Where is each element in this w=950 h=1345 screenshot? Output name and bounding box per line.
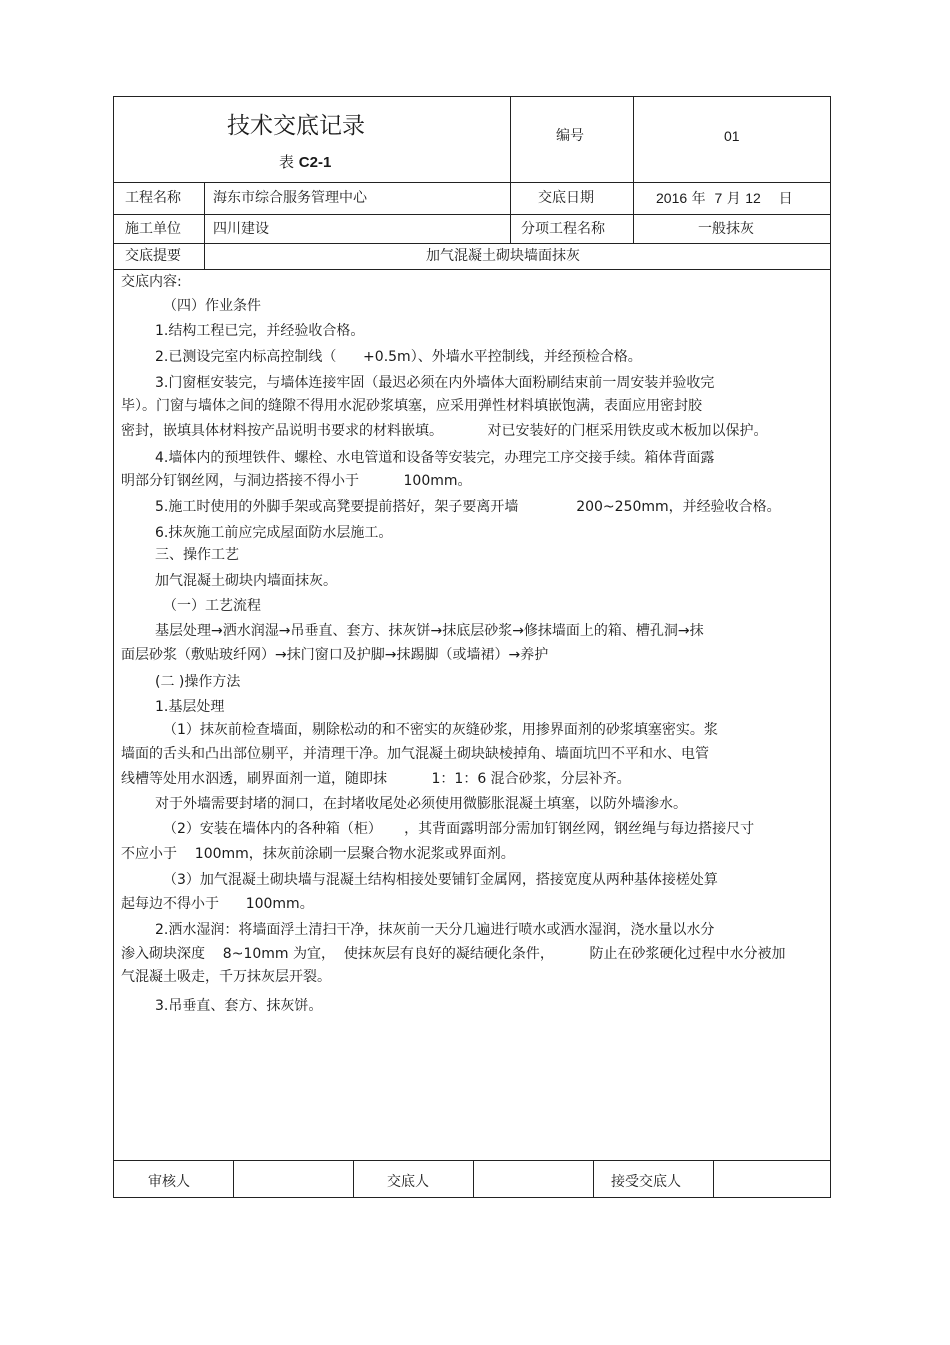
- content-line: （1）抹灰前检查墙面，剔除松动的和不密实的灰缝砂浆，用掺界面剂的砂浆填塞密实。浆: [163, 722, 718, 738]
- col-divider: [204, 182, 205, 270]
- content-line: 基层处理→洒水润湿→吊垂直、套方、抹灰饼→抹底层砂浆→修抹墙面上的箱、槽孔洞→抹: [155, 623, 704, 639]
- date-year-unit: 年: [691, 191, 706, 207]
- content-line: 密封，嵌填具体材料按产品说明书要求的材料嵌填。 对已安装好的门框采用铁皮或木板加以保护。: [121, 423, 768, 439]
- content-line: 渗入砌块深度 8~10mm 为宜， 使抹灰层有良好的凝结硬化条件， 防止在砂浆硬化过程中水分被加: [121, 946, 786, 962]
- col-divider: [233, 1160, 234, 1198]
- content-line: 起每边不得小于 100mm。: [121, 896, 314, 912]
- project-name-value: 海东市综合服务管理中心: [213, 190, 367, 206]
- reviewer-label: 审核人: [148, 1174, 190, 1190]
- content-line: 1.结构工程已完，并经验收合格。: [155, 323, 365, 339]
- number-value: 01: [724, 128, 740, 144]
- content-line: 2.已测设完室内标高控制线（ +0.5m）、外墙水平控制线，并经预检合格。: [155, 349, 642, 365]
- content-line: (二 )操作方法: [155, 674, 241, 690]
- row-divider: [113, 1160, 831, 1161]
- content-line: 5.施工时使用的外脚手架或高凳要提前搭好，架子要离开墙 200~250mm，并经验收合格。: [155, 499, 781, 515]
- content-line: （四）作业条件: [163, 298, 261, 314]
- row-divider: [113, 269, 831, 270]
- number-label: 编号: [556, 128, 584, 144]
- project-name-label: 工程名称: [125, 190, 181, 206]
- date-month: 7: [714, 190, 723, 206]
- presenter-label: 交底人: [387, 1174, 429, 1190]
- date-day-unit: 日: [778, 191, 793, 207]
- content-line: （2）安装在墙体内的各种箱（柜） ，其背面露明部分需加钉钢丝网，钢丝绳与每边搭接尺寸: [163, 821, 755, 837]
- content-line: 线槽等处用水泅透，刷界面剂一道，随即抹 1：1：6 混合砂浆，分层补齐。: [121, 771, 631, 787]
- col-divider: [353, 1160, 354, 1198]
- content-line: 加气混凝土砌块内墙面抹灰。: [155, 573, 337, 589]
- summary-value: 加气混凝土砌块墙面抹灰: [426, 248, 580, 264]
- col-divider: [473, 1160, 474, 1198]
- content-line: 毕）。门窗与墙体之间的缝隙不得用水泥砂浆填塞，应采用弹性材料填嵌饱满，表面应用密封胶: [121, 398, 702, 414]
- form-code: [279, 152, 331, 173]
- col-divider: [593, 1160, 594, 1198]
- sub-project-label: 分项工程名称: [521, 221, 605, 237]
- date-month-unit: 月: [726, 191, 741, 207]
- col-divider: [633, 96, 634, 244]
- content-line: （3）加气混凝土砌块墙与混凝土结构相接处要铺钉金属网，搭接宽度从两种基体接槎处算: [163, 872, 718, 888]
- content-label: 交底内容:: [121, 274, 182, 290]
- row-divider: [113, 243, 831, 244]
- content-line: 面层砂浆（敷贴玻纤网）→抹门窗口及护脚→抹踢脚（或墙裙）→养护: [121, 647, 549, 663]
- content-line: 6.抹灰施工前应完成屋面防水层施工。: [155, 525, 393, 541]
- summary-label: 交底提要: [125, 248, 181, 264]
- date-year: 2016: [656, 190, 688, 206]
- content-line: 4.墙体内的预埋铁件、螺栓、水电管道和设备等安装完，办理完工序交接手续。箱体背面露: [155, 450, 715, 466]
- date-label: 交底日期: [538, 190, 594, 206]
- content-line: 墙面的舌头和凸出部位剔平，并清理干净。加气混凝土砌块缺棱掉角、墙面坑凹不平和水、电管: [121, 746, 709, 762]
- constructor-label: 施工单位: [125, 221, 181, 237]
- form-code-value: C2-1: [298, 154, 332, 171]
- content-line: （一）工艺流程: [163, 598, 261, 614]
- content-line: 1.基层处理: [155, 699, 225, 715]
- date-value: [656, 189, 793, 208]
- content-line: 不应小于 100mm，抹灰前涂刷一层聚合物水泥浆或界面剂。: [121, 846, 515, 862]
- content-line: 对于外墙需要封堵的洞口，在封堵收尾处必须使用微膨胀混凝土填塞，以防外墙渗水。: [155, 796, 687, 812]
- content-line: 气混凝土吸走，千万抹灰层开裂。: [121, 969, 331, 985]
- content-line: 2.洒水湿润：将墙面浮土清扫干净，抹灰前一天分几遍进行喷水或洒水湿润，浇水量以水分: [155, 922, 715, 938]
- content-line: 3.吊垂直、套方、抹灰饼。: [155, 998, 323, 1014]
- sub-project-value: 一般抹灰: [698, 221, 754, 237]
- row-divider: [113, 182, 831, 183]
- content-line: 3.门窗框安装完，与墙体连接牢固（最迟必须在内外墙体大面粉刷结束前一周安装并验收完: [155, 375, 715, 391]
- date-day: 12: [745, 190, 761, 206]
- col-divider: [713, 1160, 714, 1198]
- constructor-value: 四川建设: [213, 221, 269, 237]
- receiver-label: 接受交底人: [611, 1174, 681, 1190]
- content-line: 明部分钉钢丝网，与洞边搭接不得小于 100mm。: [121, 473, 472, 489]
- content-line: 三、操作工艺: [155, 547, 239, 563]
- col-divider: [510, 96, 511, 244]
- form-code-prefix: 表: [279, 153, 295, 171]
- form-title: 技术交底记录: [227, 113, 365, 139]
- row-divider: [113, 214, 831, 215]
